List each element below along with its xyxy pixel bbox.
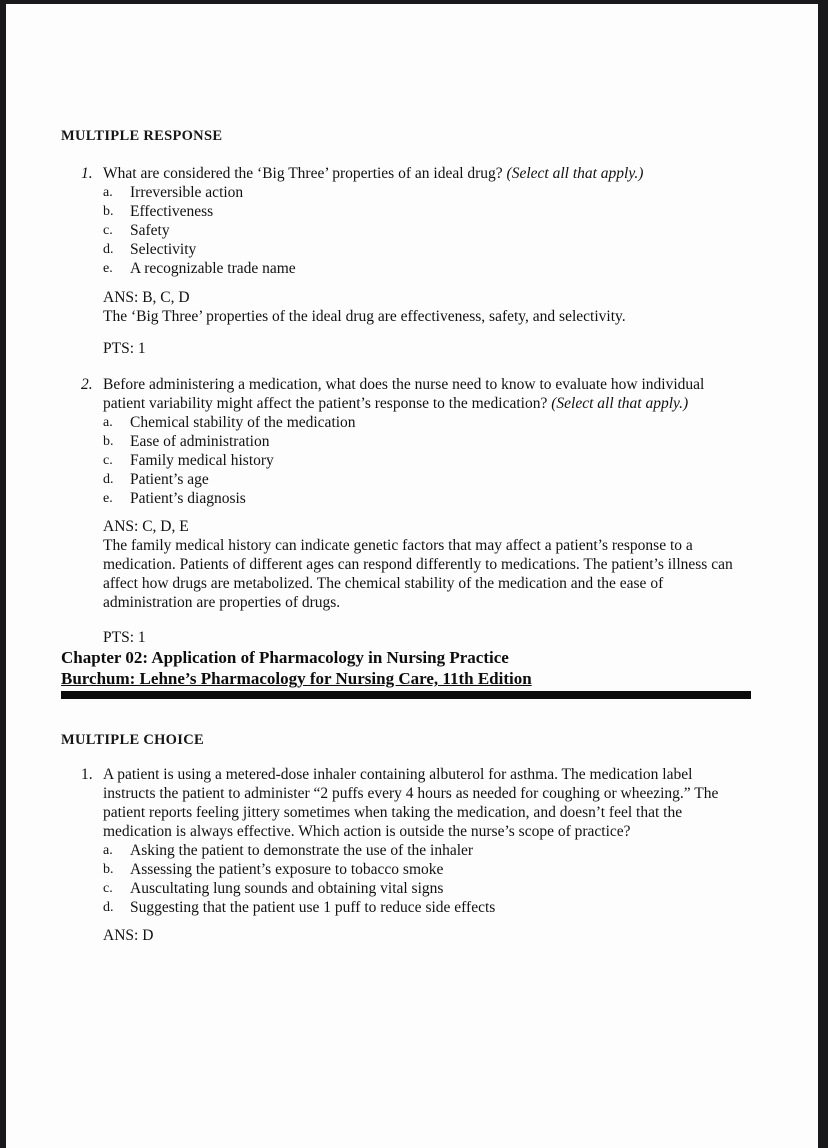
question-text: [103, 164, 745, 183]
option-text: Patient’s age: [130, 471, 209, 488]
option-row: [103, 860, 745, 879]
option-text: Family medical history: [130, 452, 274, 469]
option-row: [103, 489, 745, 508]
rationale-text: The ‘Big Three’ properties of the ideal drug are effectiveness, safety, and selectivity.: [103, 308, 626, 325]
answer-line: ANS: B, C, D: [103, 289, 190, 306]
select-all-note: (Select all that apply.): [506, 165, 644, 182]
option-letter: d.: [103, 900, 114, 915]
option-letter: c.: [103, 881, 113, 896]
book-title: Burchum: Lehne’s Pharmacology for Nursing Care, 11th Edition: [61, 669, 532, 688]
option-text: Selectivity: [130, 241, 197, 258]
option-row: [103, 451, 745, 470]
option-letter: b.: [103, 434, 114, 449]
option-letter: e.: [103, 491, 113, 506]
option-text: A recognizable trade name: [130, 260, 296, 277]
option-row: [103, 221, 745, 240]
question-mc-1: [61, 765, 745, 945]
option-letter: e.: [103, 261, 113, 276]
option-row: [103, 240, 745, 259]
option-text: Ease of administration: [130, 433, 270, 450]
question-text: [103, 375, 745, 413]
option-text: Suggesting that the patient use 1 puff to reduce side effects: [130, 899, 496, 916]
option-letter: c.: [103, 453, 113, 468]
option-row: [103, 413, 745, 432]
option-row: [103, 183, 745, 202]
question-number: 1.: [81, 165, 93, 182]
option-row: [103, 898, 745, 917]
option-row: [103, 202, 745, 221]
answer-line: ANS: D: [103, 927, 154, 944]
option-text: Auscultating lung sounds and obtaining vital signs: [130, 880, 444, 897]
option-text: Assessing the patient’s exposure to tobacco smoke: [130, 861, 444, 878]
option-text: Asking the patient to demonstrate the use of the inhaler: [130, 842, 474, 859]
question-body: [103, 375, 745, 647]
option-row: [103, 470, 745, 489]
option-row: [103, 432, 745, 451]
page-content: [6, 4, 818, 945]
question-number: 2.: [81, 376, 93, 393]
option-letter: c.: [103, 223, 113, 238]
option-text: Patient’s diagnosis: [130, 490, 246, 507]
option-text: Effectiveness: [130, 203, 214, 220]
option-row: [103, 259, 745, 278]
option-row: [103, 841, 745, 860]
question-mr-2: [61, 375, 745, 647]
option-letter: a.: [103, 415, 113, 430]
question-stem: Before administering a medication, what does the nurse need to know to evaluate how individual patient variability might affect the patient’s response to the medication?: [103, 376, 705, 412]
document-page: [6, 4, 818, 1148]
option-text: Chemical stability of the medication: [130, 414, 356, 431]
option-row: [103, 879, 745, 898]
section-heading-multiple-choice: MULTIPLE CHOICE: [61, 732, 204, 748]
points-line: PTS: 1: [103, 340, 146, 357]
option-letter: a.: [103, 185, 113, 200]
option-text: Irreversible action: [130, 184, 244, 201]
rationale-text: The family medical history can indicate genetic factors that may affect a patient’s response to a medication. Patients of different ages can respond differently to medications. The patient’s illness can affect how drugs are metabolized. The chemical stability of the medication and the ease of administration are properties of drugs.: [103, 537, 733, 611]
question-stem: What are considered the ‘Big Three’ properties of an ideal drug?: [103, 165, 503, 182]
question-body: [103, 765, 745, 945]
divider-bar: [61, 691, 751, 699]
chapter-header: [61, 647, 745, 689]
question-mr-1: [61, 164, 745, 358]
option-letter: d.: [103, 242, 114, 257]
question-text: A patient is using a metered-dose inhaler containing albuterol for asthma. The medication label instructs the patient to administer “2 puffs every 4 hours as needed for coughing or wheezing.” The patient reports feeling jittery sometimes when taking the medication, and doesn’t feel that the medication is always effective. Which action is outside the nurse’s scope of practice?: [103, 766, 719, 840]
section-heading-multiple-response: MULTIPLE RESPONSE: [61, 128, 223, 144]
question-number: 1.: [81, 766, 93, 783]
points-line: PTS: 1: [103, 629, 146, 646]
option-letter: a.: [103, 843, 113, 858]
option-text: Safety: [130, 222, 170, 239]
chapter-title: Chapter 02: Application of Pharmacology in Nursing Practice: [61, 648, 509, 667]
question-body: [103, 164, 745, 358]
select-all-note: (Select all that apply.): [551, 395, 689, 412]
option-letter: d.: [103, 472, 114, 487]
option-letter: b.: [103, 862, 114, 877]
answer-line: ANS: C, D, E: [103, 518, 189, 535]
option-letter: b.: [103, 204, 114, 219]
